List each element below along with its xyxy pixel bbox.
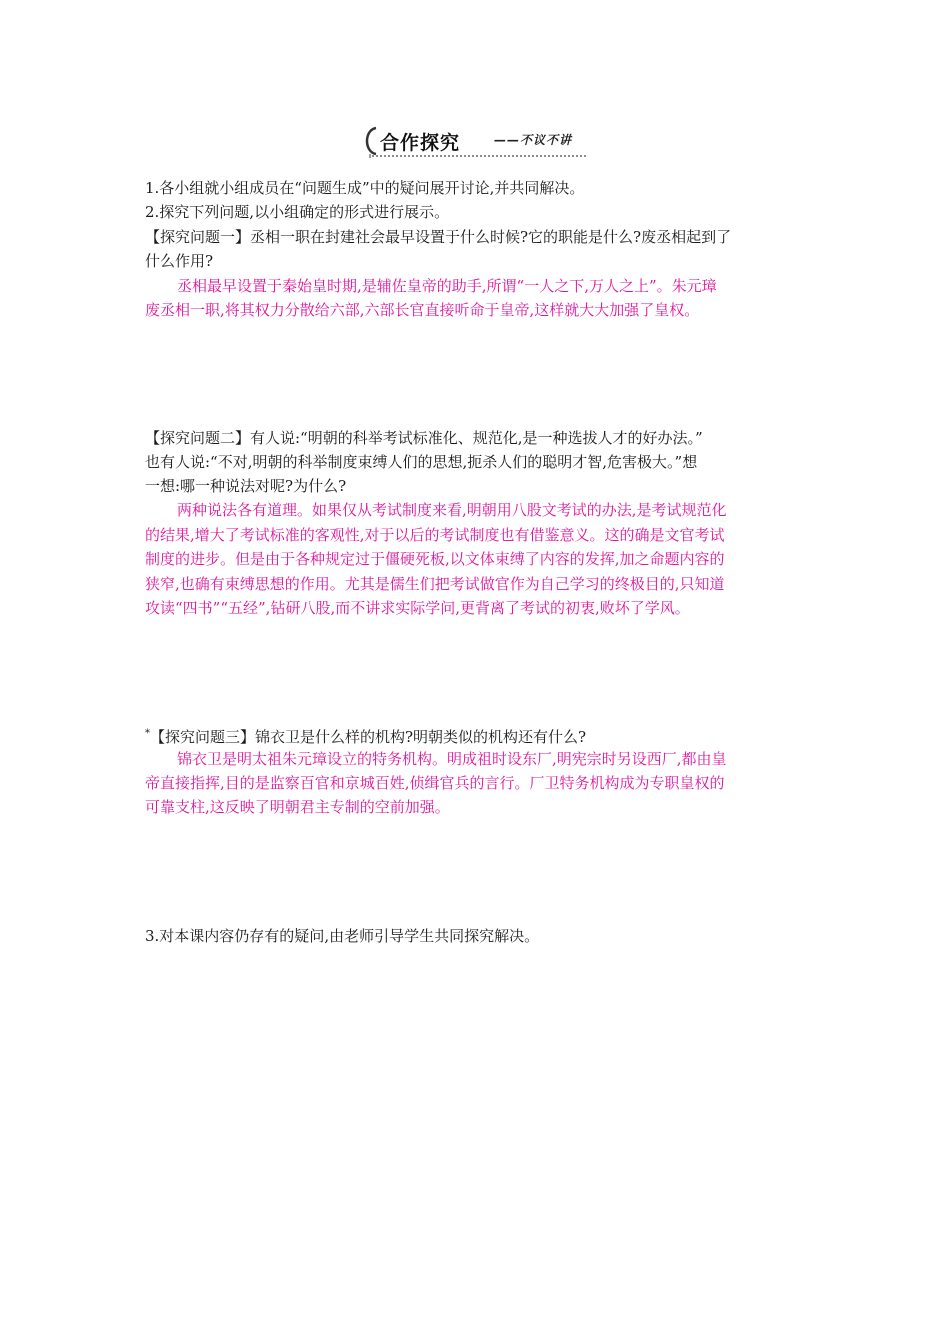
q1-answer-line-1: 丞相最早设置于秦始皇时期,是辅佐皇帝的助手,所谓“一人之下,万人之上”。朱元璋 (177, 277, 717, 295)
q1-answer-line-2: 废丞相一职,将其权力分散给六部,六部长官直接听命于皇帝,这样就大大加强了皇权。 (145, 301, 700, 319)
q2-answer-line-5: 攻读“四书”“五经”,钻研八股,而不讲求实际学问,更背离了考试的初衷,败坏了学风。 (145, 599, 690, 617)
q2-answer-line-4: 狭窄,也确有束缚思想的作用。尤其是儒生们把考试做官作为自己学习的终极目的,只知道 (145, 575, 725, 593)
q2-question-line-3: 一想:哪一种说法对呢?为什么? (145, 477, 347, 495)
instruction-3: 3.对本课内容仍存有的疑问,由老师引导学生共同探究解决。 (145, 927, 540, 945)
banner-subtitle: ——不议不讲 (494, 133, 573, 147)
q3-answer-line-3: 可靠支柱,这反映了明朝君主专制的空前加强。 (145, 798, 450, 816)
q3-question-line (145, 722, 815, 749)
q1-question-line-1: 【探究问题一】丞相一职在封建社会最早设置于什么时候?它的职能是什么?废丞相起到了 (145, 228, 732, 246)
q3-answer-line-1: 锦衣卫是明太祖朱元璋设立的特务机构。明成祖时设东厂,明宪宗时另设西厂,都由皇 (177, 750, 727, 768)
q3-answer-line-2: 帝直接指挥,目的是监察百官和京城百姓,侦缉官兵的言行。厂卫特务机构成为专职皇权的 (145, 774, 725, 792)
q2-answer-line-1: 两种说法各有道理。如果仅从考试制度来看,明朝用八股文考试的办法,是考试规范化 (177, 501, 727, 519)
q1-question-line-2: 什么作用? (145, 252, 214, 270)
section-banner (362, 124, 590, 158)
q3-question-text: 【探究问题三】锦衣卫是什么样的机构?明朝类似的机构还有什么? (150, 728, 587, 746)
banner-title: 合作探究 (378, 128, 462, 155)
q2-question-line-2: 也有人说:“不对,明朝的科举制度束缚人们的思想,扼杀人们的聪明才智,危害极大。”想 (145, 453, 698, 471)
q2-question-line-1: 【探究问题二】有人说:“明朝的科举考试标准化、规范化,是一种选拔人才的好办法。” (145, 429, 703, 447)
q2-answer-line-2: 的结果,增大了考试标准的客观性,对于以后的考试制度也有借鉴意义。这的确是文官考试 (145, 526, 725, 544)
q2-answer-line-3: 制度的进步。但是由于各种规定过于僵硬死板,以文体束缚了内容的发挥,加之命题内容的 (145, 550, 725, 568)
q3-star-marker: * (145, 728, 150, 739)
instruction-1: 1.各小组就小组成员在“问题生成”中的疑问展开讨论,并共同解决。 (145, 179, 585, 197)
instruction-2: 2.探究下列问题,以小组确定的形式进行展示。 (145, 203, 450, 221)
